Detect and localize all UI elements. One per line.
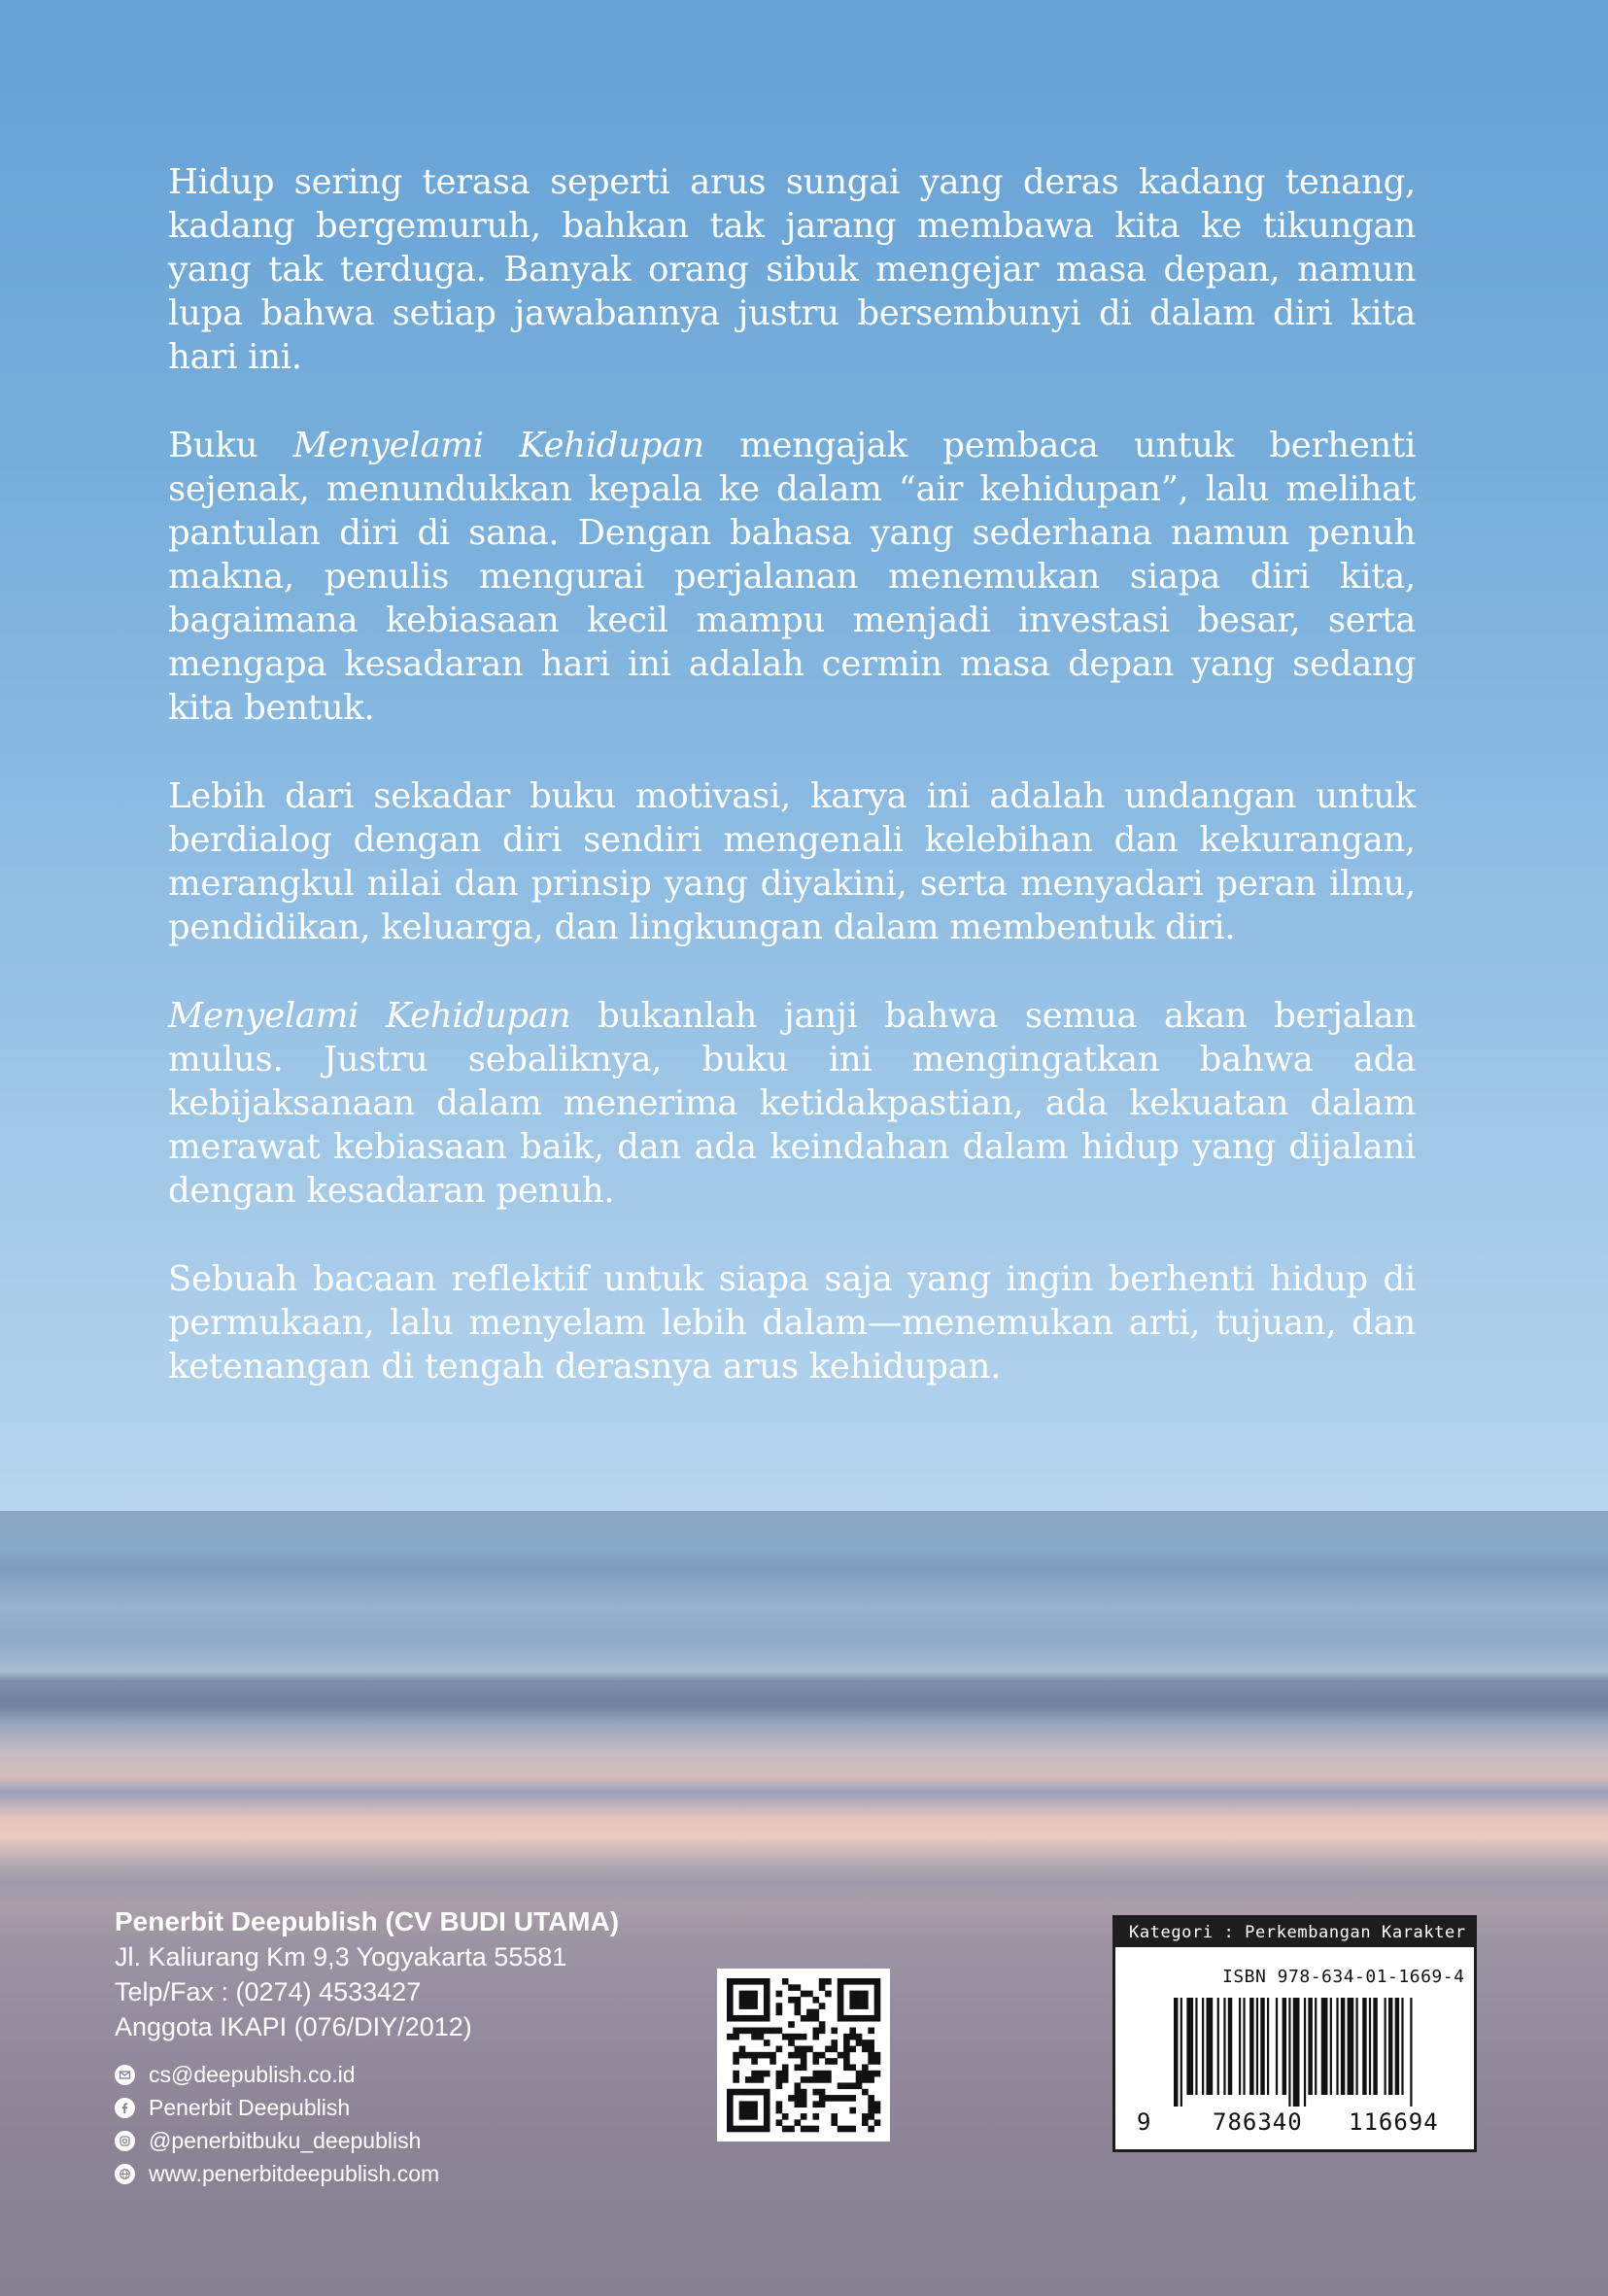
book-title-italic: Menyelami Kehidupan bbox=[168, 996, 571, 1036]
barcode bbox=[1174, 1998, 1417, 2107]
blurb-p2-start: Buku bbox=[168, 426, 293, 465]
contact-instagram[interactable] bbox=[115, 2124, 717, 2157]
blurb-p2-rest: mengajak pembaca untuk berhenti sejenak, menundukkan kepala ke dalam “air kehidupan”, lalu melihat pantulan diri di sana. Dengan bahasa yang sederhana namun penuh makna, penulis mengurai perjalanan menemukan siapa diri kita, bagaimana kebiasaan kecil mampu menjadi investasi besar, serta mengapa kesadaran hari ini adalah cermin masa depan yang sedang kita bentuk. bbox=[168, 426, 1416, 728]
publisher-info bbox=[115, 1904, 717, 2190]
contact-website-text: www.penerbitdeepublish.com bbox=[149, 2161, 440, 2186]
contact-website[interactable] bbox=[115, 2157, 717, 2190]
contact-list bbox=[115, 2058, 717, 2190]
instagram-icon bbox=[115, 2131, 135, 2151]
isbn-box bbox=[1112, 1915, 1477, 2152]
blurb-paragraph-5: Sebuah bacaan reflektif untuk siapa saja yang ingin berhenti hidup di permukaan, lalu menyelam lebih dalam—menemukan arti, tujuan, dan ketenangan di tengah derasnya arus kehidupan. bbox=[168, 1259, 1416, 1387]
barcode-digit-first: 9 bbox=[1137, 2108, 1151, 2136]
globe-icon bbox=[115, 2164, 135, 2184]
blurb-paragraph-2 bbox=[168, 424, 1416, 730]
contact-facebook-text: Penerbit Deepublish bbox=[149, 2095, 351, 2120]
blurb-text bbox=[168, 160, 1416, 1433]
publisher-address: Jl. Kaliurang Km 9,3 Yogyakarta 55581 bbox=[115, 1942, 567, 1971]
qr-code-graphic bbox=[717, 1969, 890, 2142]
facebook-icon bbox=[115, 2098, 135, 2118]
publisher-membership: Anggota IKAPI (076/DIY/2012) bbox=[115, 2012, 472, 2041]
blurb-paragraph-4 bbox=[168, 994, 1416, 1213]
contact-email[interactable] bbox=[115, 2058, 717, 2091]
publisher-phone: Telp/Fax : (0274) 4533427 bbox=[115, 1977, 422, 2006]
blurb-p4-rest: bukanlah janji bahwa semua akan berjalan mulus. Justru sebaliknya, buku ini mengingatkan bahwa ada kebijaksanaan dalam menerima ketidakpastian, ada kekuatan dalam merawat kebiasaan baik, dan ada keindahan dalam hidup yang dijalani dengan kesadaran penuh. bbox=[168, 996, 1416, 1211]
qr-code[interactable] bbox=[717, 1969, 890, 2142]
barcode-digits-right: 116694 bbox=[1349, 2108, 1439, 2136]
barcode-digits-left: 786340 bbox=[1213, 2108, 1303, 2136]
publisher-name: Penerbit Deepublish (CV BUDI UTAMA) bbox=[115, 1906, 620, 1936]
book-title-italic: Menyelami Kehidupan bbox=[292, 426, 704, 465]
isbn-number: ISBN 978-634-01-1669-4 bbox=[1222, 1967, 1465, 1987]
contact-email-text: cs@deepublish.co.id bbox=[149, 2062, 356, 2087]
blurb-paragraph-3: Lebih dari sekadar buku motivasi, karya ini adalah undangan untuk berdialog dengan diri sendiri mengenali kelebihan dan kekurangan, merangkul nilai dan prinsip yang diyakini, serta menyadari peran ilmu, pendidikan, keluarga, dan lingkungan dalam membentuk diri. bbox=[168, 776, 1416, 947]
email-icon bbox=[115, 2065, 135, 2085]
contact-instagram-text: @penerbitbuku_deepublish bbox=[149, 2128, 422, 2153]
category-label: Kategori : Perkembangan Karakter bbox=[1115, 1918, 1474, 1947]
contact-facebook[interactable] bbox=[115, 2091, 717, 2124]
blurb-paragraph-1: Hidup sering terasa seperti arus sungai yang deras kadang tenang, kadang bergemuruh, bahkan tak jarang membawa kita ke tikungan yang tak terduga. Banyak orang sibuk mengejar masa depan, namun lupa bahwa setiap jawabannya justru bersembunyi di dalam diri kita hari ini. bbox=[168, 162, 1416, 377]
